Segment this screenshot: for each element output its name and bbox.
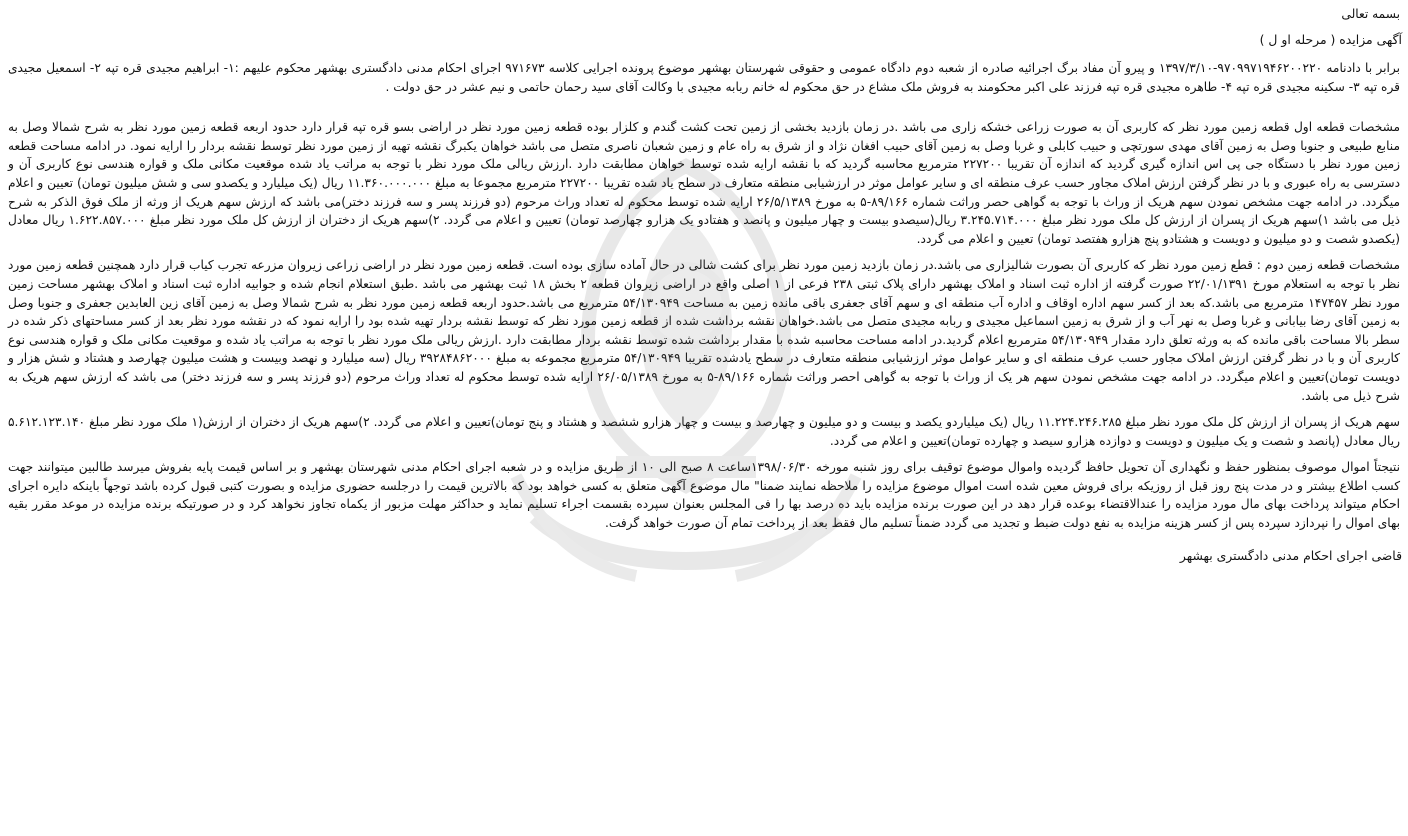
intro-paragraph: برابر با دادنامه ۹۷۰۹۹۷۱۹۴۶۲۰۰۲۲۰-۱۳۹۷/۳/۱۰ و پیرو آن مفاد برگ اجرائیه صادره از شعبه دوم دادگاه عمومی و حقوقی شهرستان بهشهر موضوع پرونده اجرایی کلاسه ۹۷۱۶۷۳ اجرای احکام مدنی دادگستری بهشهر محکوم علیهم :۱- ابراهیم مجیدی قره تپه ۲- اسمعیل مجیدی قره تپه ۳- سکینه مجیدی قره تپه ۴- طاهره مجیدی قره تپه فرزند علی اکبر محکومند به فروش ملک مشاع در حق محکوم له خانم ربابه مجیدی با وکالت آقای سید رحمان حاتمی و نیم عشر در حق دولت . bbox=[8, 61, 1400, 94]
auction-conditions-paragraph: نتیجتاً اموال موصوف بمنظور حفظ و نگهداری آن تحویل حافظ گردیده واموال موضوع توقیف برای روز شنبه مورخه ۱۳۹۸/۰۶/۳۰ساعت ۸ صبح الی ۱۰ از طریق مزایده و در شعبه اجرای احکام مدنی شهرستان بهشهر و بر اساس قیمت پایه بفروش میرسد طالبین میتوانند جهت کسب اطلاع بیشتر و در مدت پنج روز قبل از روزیکه برای فروش معین شده است اموال موضوع مزایده را ملاحظه نمایند ضمنا" مال موضوع آگهی متعلق به کسی خواهد بود که بالاترین قیمت را درجلسه حضوری مزایده و بصورت کتبی قبول کرده باشد توجهاً باینکه دایره اجرای احکام میتواند پرداخت بهای مال مورد مزایده را عندالاقتضاء بوعده قرار دهد در این صورت برنده مزایده باید ده درصد بها را فی المجلس بعنوان سپرده بقسمت اجراء تسلیم نماید و حداکثر مهلت مزبور از یکماه تجاوز نخواهد کرد و در صورتیکه برنده مزایده در موعد مقرر بقیه بهای اموال را نپردازد سپرده پس از کسر هزینه مزایده به نفع دولت ضبط و تجدید می گردد ضمناً تسلیم مال فقط بعد از پرداخت تمام آن صورت خواهد گرفت. bbox=[8, 460, 1400, 531]
plot-one-paragraph: مشخصات قطعه اول قطعه زمین مورد نظر که کاربری آن به صورت زراعی خشکه زاری می باشد .در زمان بازدید بخشی از زمین تحت کشت گندم و کلزار بوده قطعه زمین مورد نظر در اراضی بسو قره تپه قرار دارد حدود اربعه قطعه زمین مورد نظر به شرح شمالا وصل به منابع طبیعی و جنوبا وصل به زمین آقای مهدی سورتچی و حبیب کابلی و غربا وصل به زمین آقای حبیب افغان نژاد و از شرق به راه عام و زمین شعبان ناصری متصل می باشد خواهان یکبرگ نقشه تهیه از زمین مورد نظر توسط نقشه بردار را ارایه نمود. در ادامه مساحت قطعه زمین مورد نظر با دستگاه جی پی اس اندازه گیری گردید که اندازه آن تقریبا ۲۲۷۲۰۰ مترمربع محاسبه گردید که با نقشه ارایه شده توسط خواهان مطابقت دارد .ارزش ریالی ملک مورد نظر با توجه به مراتب یاد شده موقعیت مکانی ملک و قواره هندسی نوع کاربری آن و دسترسی به راه عبوری و با در نظر گرفتن ارزش املاک مجاور حسب عرف منطقه ای و سایر عوامل موثر در ارزشیابی منطقه متعارف در سطح یاد شده تقریبا ۲۲۷۲۰۰ مترمربع مجموعا به مبلغ ۱۱.۳۶۰.۰۰۰.۰۰۰ ریال (یک میلیارد و یکصدو سی و شش میلیون تومان) تعیین و اعلام میگردد. در ادامه جهت مشخص نمودن سهم هریک از وراث با توجه به گواهی حصر وراثت شماره ۸۹/۱۶۶-۵ به مورخ ۲۶/۵/۱۳۸۹ ارایه شده توسط محکوم له تعداد وراث مرحوم (دو فرزند پسر و سه فرزند دختر)می باشد که ارزش سهم هریک از ورثه از ملک فوق الذکر به شرح ذیل می باشد ۱)سهم هریک از پسران از ارزش کل ملک مورد نظر مبلغ ۳.۲۴۵.۷۱۴.۰۰۰ ریال(سیصدو بیست و چهار میلیون و پانصد و هفتادو یک هزارو چهارصد تومان) تعیین و اعلام می گردد. ۲)سهم هریک از دختران از ارزش کل ملک مورد نظر مبلغ ۱.۶۲۲.۸۵۷.۰۰۰ ریال معادل (یکصدو شصت و دو میلیون و دویست و هشتادو پنج هزارو هفتصد تومان) تعیین و اعلام می گردد. bbox=[8, 120, 1401, 246]
basmala: بسمه تعالی bbox=[1341, 7, 1400, 21]
judge-signature: قاضی اجرای احکام مدنی دادگستری بهشهر bbox=[1179, 547, 1402, 563]
auction-notice-page bbox=[6, 6, 1402, 830]
plot-two-paragraph: مشخصات قطعه زمین دوم : قطع زمین مورد نظر که کاربری آن بصورت شالیزاری می باشد.در زمان بازدید زمین مورد نظر برای کشت شالی در حال آماده سازی بوده است. قطعه زمین مورد نظر در اراضی زراعی زیروان مزرعه تجرب کیاب قرار دارد همچنین قطعه زمین مورد نظر با توجه به استعلام مورخ ۲۲/۰۱/۱۳۹۱ صورت گرفته از اداره ثبت اسناد و املاک بهشهر دارای پلاک ثبتی ۲۳۸ فرعی از ۱ اصلی واقع در اراضی زیروان قطعه ۲ بخش ۱۸ ثبت بهشهر می باشد .طبق استعلام انجام شده و جوابیه اداره ثبت اسناد و املاک بهشهر مساحت زمین مورد نظر ۱۴۷۴۵۷ مترمربع می باشد.که بعد از کسر سهم اداره اوقاف و اداره آب منطقه ای و سهم آقای جعفری باقی مانده زمین به مساحت ۵۴/۱۳۰۹۴۹ مترمربع می باشد.حدود اربعه قطعه زمین مورد نظر به شرح شمالا وصل به زمین آقای زین العابدین جعفری و جنوبا وصل به زمین آقای رضا بیابانی و غربا وصل به نهر آب و از شرق به زمین اسماعیل مجیدی و ربابه مجیدی متصل می باشد.خواهان نقشه برداشت شده از قطعه زمین مورد نظر که توسط نقشه بردار تهیه شده بود را ارایه نمود که در نقشه مورد نظر بعد از کسر مساحتهای ذکر شده در سطر بالا مساحت باقی مانده که به ورثه تعلق دارد مقدار ۵۴/۱۳۰۹۴۹ مترمربع اعلام گردید.در ادامه مساحت محاسبه شده با مقدار برداشت شده توسط نقشه بردار مطابقت دارد .ارزش ریالی ملک مورد نظر با توجه به مراتب یاد شده و موقعیت مکانی ملک و قواره هندسی نوع کاربری آن و با در نظر گرفتن ارزش املاک مجاور حسب عرف منطقه ای و سایر عوامل موثر ارزشیابی منطقه متعارف در سطح یادشده تقریبا ۵۴/۱۳۰۹۴۹ مترمربع مجموعه به مبلغ ۳۹۲۸۴۸۶۲۰۰۰ ریال (سه میلیارد و نهصد وبیست و هشت میلیون چهارصد و هشتاد و شش هزار و دویست تومان)تعیین و اعلام میگردد. در ادامه جهت مشخص نمودن سهم هر یک از وراث با توجه به گواهی احصر وراثت شماره ۸۹/۱۶۶-۵ به مورخ ۲۶/۰۵/۱۳۸۹ ارایه شده توسط محکوم له تعداد وراث مرحوم (دو فرزند پسر و سه فرزند دختر) می باشد که ارزش سهم هریک به شرح ذیل می باشد. bbox=[8, 258, 1401, 403]
notice-title: آگهی مزایده ( مرحله او ل ) bbox=[1259, 32, 1402, 47]
shares-paragraph: سهم هریک از پسران از ارزش کل ملک مورد نظر مبلغ ۱۱.۲۲۴.۲۴۶.۲۸۵ ریال (یک میلیاردو یکصد و بیست و دو میلیون و چهارصد و بیست و چهار هزارو ششصد و هشتاد و پنج تومان)تعیین و اعلام می گردد. ۲)سهم هریک از دختران از ارزش(۱ ملک مورد نظر مبلغ ۵.۶۱۲.۱۲۳.۱۴۰ ریال معادل (پانصد و شصت و یک میلیون و دویست و دوازده هزارو سیصد و چهارده تومان)تعیین و اعلام می گردد. bbox=[8, 415, 1400, 448]
